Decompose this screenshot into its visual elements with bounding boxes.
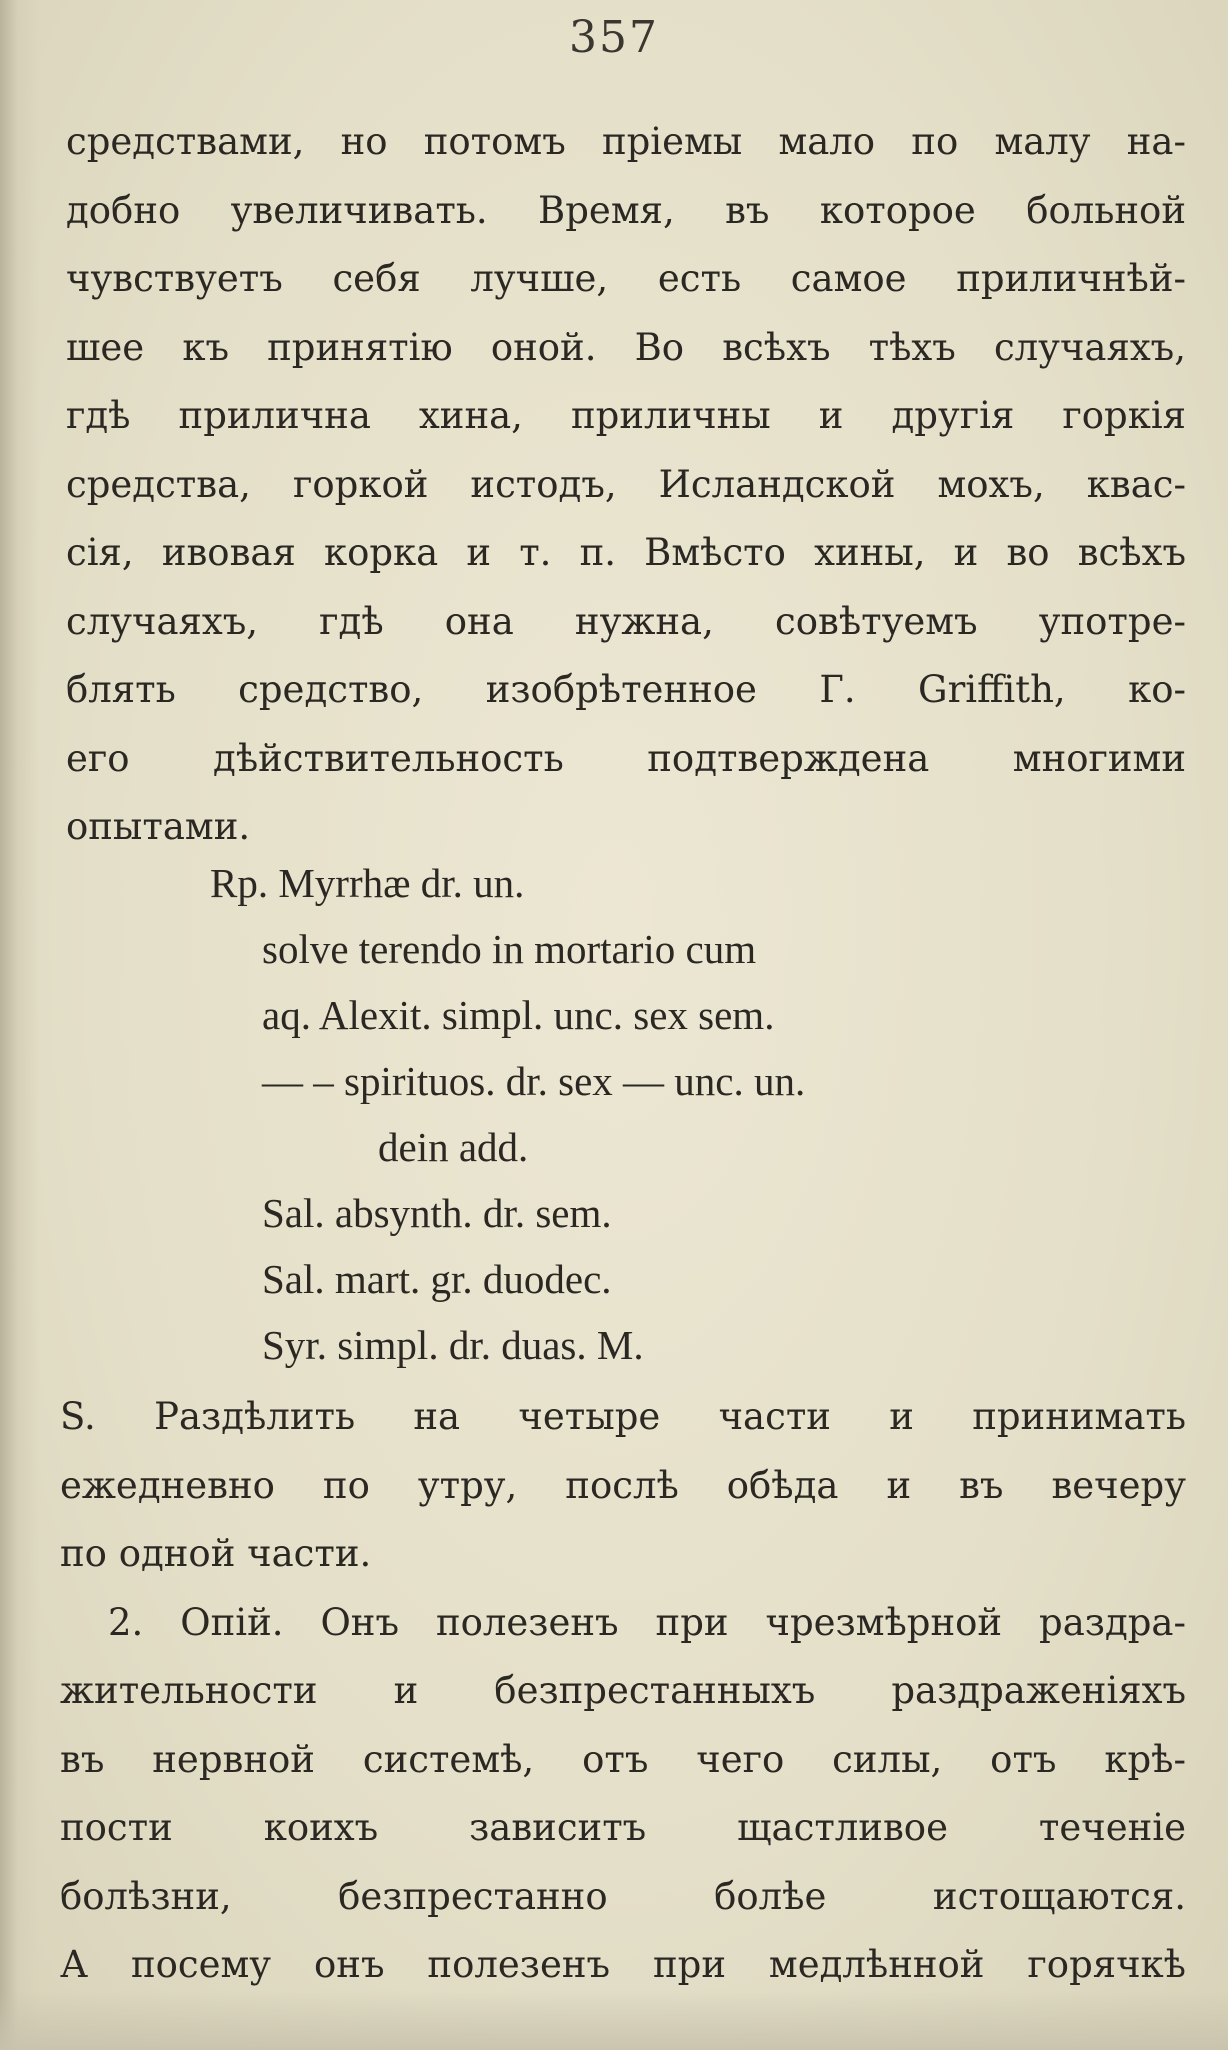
text-line: въ нервной системѣ, отъ чего силы, отъ крѣ-	[60, 1737, 1186, 1781]
text-line: средствами, но потомъ пріемы мало по малу на-	[66, 120, 1186, 163]
text-line: жительности и безпрестанныхъ раздраженіяхъ	[60, 1669, 1186, 1712]
recipe-line: Sal. mart. gr. duodec.	[262, 1256, 612, 1302]
text-line: пости коихъ зависитъ щастливое теченіе	[60, 1806, 1186, 1849]
paragraph-griffith	[66, 108, 1186, 862]
text-line: опытами.	[66, 805, 251, 848]
recipe-line: solve terendo in mortario cum	[262, 926, 757, 972]
text-line: чувствуетъ себя лучше, есть самое приличнѣй-	[66, 257, 1186, 300]
text-line: S. Раздѣлить на четыре части и принимать	[60, 1395, 1186, 1438]
recipe-line: Sal. absynth. dr. sem.	[262, 1190, 612, 1236]
recipe-line: aq. Alexit. simpl. unc. sex sem.	[262, 992, 775, 1038]
recipe-line: dein add.	[378, 1124, 529, 1170]
text-line: случаяхъ, гдѣ она нужна, совѣтуемъ употре-	[66, 599, 1186, 643]
text-line: сія, ивовая корка и т. п. Вмѣсто хины, и во всѣхъ	[66, 531, 1186, 574]
recipe-line: Syr. simpl. dr. duas. M.	[262, 1322, 644, 1368]
text-line: 2. Опій. Онъ полезенъ при чрезмѣрной раздра-	[108, 1600, 1186, 1644]
binding-shadow	[0, 0, 40, 2050]
text-line: А посему онъ полезенъ при медлѣнной горячкѣ	[60, 1943, 1186, 1986]
text-line: шее къ принятію оной. Во всѣхъ тѣхъ случаяхъ,	[66, 325, 1186, 369]
text-line: по одной части.	[60, 1532, 372, 1575]
paragraph-signatura-and-opium	[60, 1383, 1186, 2000]
text-line: гдѣ прилична хина, приличны и другія горкія	[66, 394, 1186, 437]
page-number: 357	[569, 12, 659, 63]
text-line: блять средство, изобрѣтенное Г. Griffith, ко-	[66, 668, 1186, 711]
recipe-block	[210, 850, 805, 1378]
text-line: добно увеличивать. Время, въ которое больной	[66, 188, 1186, 232]
text-line: ежедневно по утру, послѣ обѣда и въ вечеру	[60, 1463, 1186, 1507]
text-line: болѣзни, безпрестанно болѣе истощаются.	[60, 1874, 1186, 1918]
recipe-line: Rp. Myrrhæ dr. un.	[210, 860, 525, 906]
recipe-line: — – spirituos. dr. sex — unc. un.	[262, 1058, 806, 1104]
text-line: его дѣйствительность подтверждена многими	[66, 736, 1186, 780]
text-line: средства, горкой истодъ, Исландской мохъ, квас-	[66, 462, 1186, 506]
